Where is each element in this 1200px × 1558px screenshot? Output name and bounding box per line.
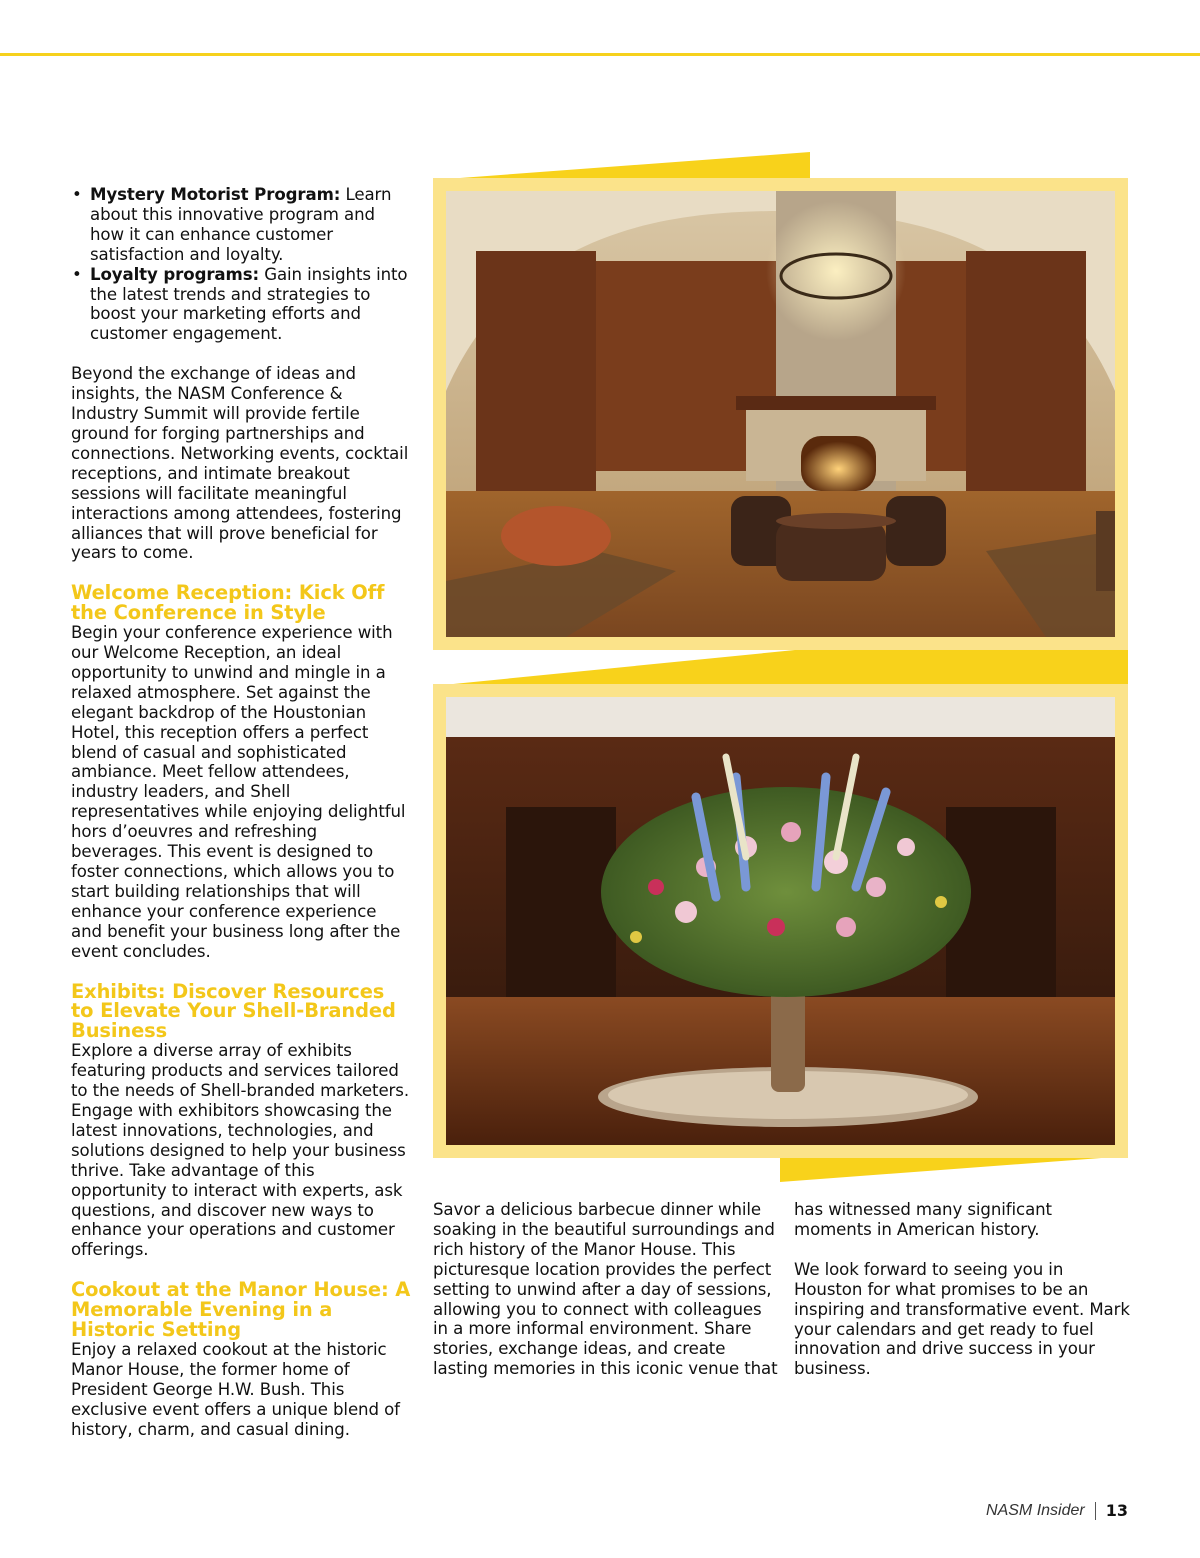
photo-frame-flowers xyxy=(433,684,1128,1158)
photo-flowers xyxy=(446,697,1115,1145)
lobby-illustration xyxy=(446,191,1115,637)
flowers-illustration xyxy=(446,697,1115,1145)
photo-lobby xyxy=(446,191,1115,637)
bullet-bold: Loyalty programs: xyxy=(90,264,260,284)
right-column-text-1: has witnessed many significant moments in American history. xyxy=(794,1200,1052,1239)
bullet-list xyxy=(71,185,411,344)
section-body-welcome: Begin your conference experience with our Welcome Reception, an ideal opportunity to unwind and mingle in a relaxed atmosphere. Set against the elegant backdrop of the Houstonian Hotel, this reception offers a perfect blend of casual and sophisticated ambiance. Meet fellow attendees, industry leaders, and Shell representatives while enjoying delightful hors d’oeuvres and refreshing beverages. This event is designed to foster connections, which allows you to start building relationships that will enhance your conference experience and benefit your business long after the event concludes. xyxy=(71,623,406,961)
bullet-item xyxy=(71,185,411,265)
section-heading-exhibits: Exhibits: Discover Resources to Elevate Your Shell-Branded Business xyxy=(71,979,396,1043)
section-body-cookout: Enjoy a relaxed cookout at the historic Manor House, the former home of President George H.W. Bush. This exclusive event offers a unique blend of history, charm, and casual dining. xyxy=(71,1339,400,1439)
bullet-text: Gain insights into the latest trends and strategies to boost your marketing efforts and customer engagement. xyxy=(90,264,408,344)
bullet-dot: • xyxy=(72,185,82,204)
photo-frame-lobby xyxy=(433,178,1128,650)
yellow-ribbon-middle xyxy=(433,648,1128,686)
section-heading-cookout: Cookout at the Manor House: A Memorable Evening in a Historic Setting xyxy=(71,1278,411,1342)
bullet-dot: • xyxy=(72,264,82,284)
intro-paragraph: Beyond the exchange of ideas and insights, the NASM Conference & Industry Summit will provide fertile ground for forging partnerships and connections. Networking events, cocktail receptions, and intimate breakout sessions will facilitate meaningful interactions among attendees, fostering alliances that will prove beneficial for years to come. xyxy=(71,364,409,563)
right-column xyxy=(794,1200,1134,1379)
top-rule xyxy=(0,53,1200,56)
footer-divider xyxy=(1095,1502,1096,1520)
bullet-text: Learn about this innovative program and how it can enhance customer satisfaction and loyalty. xyxy=(90,185,392,264)
yellow-ribbon-top xyxy=(433,152,810,180)
middle-column xyxy=(433,1200,778,1379)
section-heading-welcome: Welcome Reception: Kick Off the Conference in Style xyxy=(71,581,385,625)
publication-name: NASM Insider xyxy=(986,1501,1085,1519)
right-column-text-2: We look forward to seeing you in Houston for what promises to be an inspiring and transformative event. Mark your calendars and get ready to fuel innovation and drive success in your business. xyxy=(794,1259,1130,1379)
page-footer xyxy=(986,1501,1128,1520)
bullet-item xyxy=(71,265,411,345)
section-body-exhibits: Explore a diverse array of exhibits featuring products and services tailored to the needs of Shell-branded marketers. Engage with exhibitors showcasing the latest innovations, technologies, and solutions designed to help your business thrive. Take advantage of this opportunity to interact with experts, ask questions, and discover new ways to enhance your operations and customer offerings. xyxy=(71,1041,409,1260)
bullet-bold: Mystery Motorist Program: xyxy=(90,185,341,204)
middle-column-text: Savor a delicious barbecue dinner while soaking in the beautiful surroundings and rich history of the Manor House. This picturesque location provides the perfect setting to unwind after a day of sessions, allowing you to connect with colleagues in a more informal environment. Share stories, exchange ideas, and create lasting memories in this iconic venue that xyxy=(433,1200,778,1379)
page-number: 13 xyxy=(1105,1501,1128,1520)
yellow-ribbon-bottom xyxy=(780,1156,1128,1182)
left-column xyxy=(71,185,411,1439)
